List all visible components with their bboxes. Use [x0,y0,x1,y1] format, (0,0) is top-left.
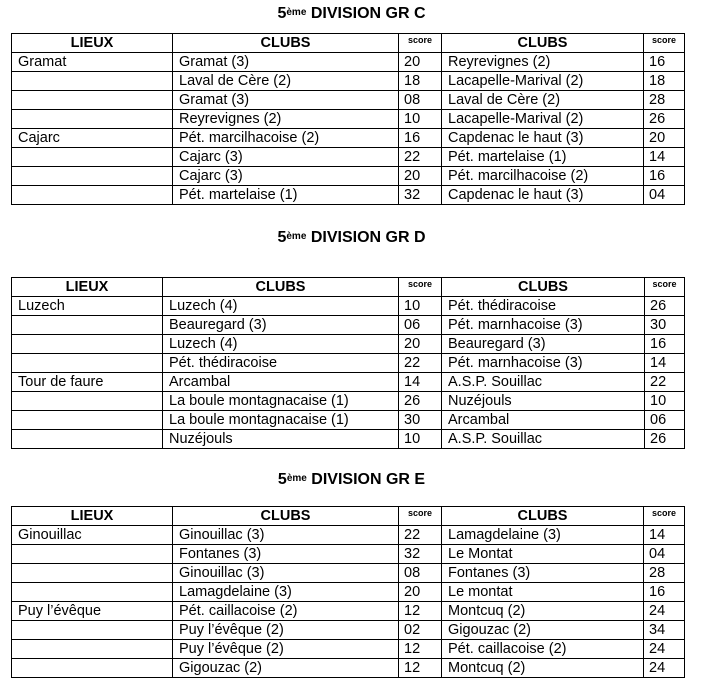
table-row [12,53,685,72]
score-cell: 26 [399,392,442,411]
table-row [12,545,685,564]
score-cell: 12 [399,602,442,621]
lieu-cell: Gramat [12,53,173,72]
score-cell: 30 [399,411,442,430]
club-cell: Gramat (3) [173,91,399,110]
club-cell: Nuzéjouls [163,430,399,449]
club-cell: A.S.P. Souillac [442,430,645,449]
club-cell: Capdenac le haut (3) [442,129,644,148]
score-cell: 20 [399,53,442,72]
table-row [12,659,685,678]
club-cell: Beauregard (3) [442,335,645,354]
club-cell: Pét. caillacoise (2) [442,640,644,659]
club-cell: Pét. marcilhacoise (2) [173,129,399,148]
club-cell: Puy l’évêque (2) [173,640,399,659]
header-clubs: CLUBS [442,34,644,53]
score-cell: 16 [645,335,685,354]
club-cell: Le montat [442,583,644,602]
club-cell: Laval de Cère (2) [442,91,644,110]
club-cell: A.S.P. Souillac [442,373,645,392]
score-cell: 10 [399,110,442,129]
club-cell: Pét. thédiracoise [163,354,399,373]
score-cell: 24 [644,640,685,659]
club-cell: Luzech (4) [163,335,399,354]
lieu-cell [12,392,163,411]
lieu-cell [12,430,163,449]
table-row [12,392,685,411]
score-cell: 12 [399,640,442,659]
club-cell: Arcambal [163,373,399,392]
club-cell: Fontanes (3) [442,564,644,583]
lieu-cell [12,659,173,678]
section-title-e: 5ème DIVISION GR E [277,471,426,488]
lieu-cell [12,167,173,186]
score-cell: 14 [644,526,685,545]
score-cell: 26 [644,110,685,129]
club-cell: Pét. marcilhacoise (2) [442,167,644,186]
club-cell: Nuzéjouls [442,392,645,411]
header-score: score [399,34,442,53]
score-cell: 10 [645,392,685,411]
table-row [12,621,685,640]
score-cell: 22 [399,148,442,167]
lieu-cell [12,316,163,335]
score-cell: 08 [399,564,442,583]
club-cell: Lamagdelaine (3) [173,583,399,602]
lieu-cell [12,564,173,583]
lieu-cell [12,411,163,430]
table-row [12,72,685,91]
club-cell: Beauregard (3) [163,316,399,335]
table-row [12,430,685,449]
club-cell: Ginouillac (3) [173,526,399,545]
club-cell: Ginouillac (3) [173,564,399,583]
header-score: score [399,278,442,297]
header-clubs: CLUBS [173,507,399,526]
club-cell: Reyrevignes (2) [173,110,399,129]
lieu-cell [12,186,173,205]
score-cell: 02 [399,621,442,640]
lieu-cell [12,545,173,564]
table-row [12,411,685,430]
lieu-cell: Cajarc [12,129,173,148]
score-cell: 12 [399,659,442,678]
table-row [12,640,685,659]
section-title-c: 5ème DIVISION GR C [277,5,426,22]
score-cell: 26 [645,430,685,449]
club-cell: Cajarc (3) [173,148,399,167]
lieu-cell: Luzech [12,297,163,316]
score-cell: 06 [399,316,442,335]
lieu-cell: Puy l’évêque [12,602,173,621]
lieu-cell [12,583,173,602]
lieu-cell [12,148,173,167]
score-cell: 22 [399,354,442,373]
score-cell: 32 [399,545,442,564]
club-cell: Gramat (3) [173,53,399,72]
results-table-c [11,33,685,205]
club-cell: Lacapelle-Marival (2) [442,110,644,129]
score-cell: 20 [399,167,442,186]
table-row [12,316,685,335]
table-row [12,148,685,167]
lieu-cell [12,72,173,91]
score-cell: 22 [399,526,442,545]
score-cell: 30 [645,316,685,335]
score-cell: 04 [644,186,685,205]
table-row [12,186,685,205]
score-cell: 26 [645,297,685,316]
score-cell: 06 [645,411,685,430]
score-cell: 14 [644,148,685,167]
score-cell: 04 [644,545,685,564]
club-cell: Pét. thédiracoise [442,297,645,316]
club-cell: Montcuq (2) [442,602,644,621]
table-row [12,354,685,373]
club-cell: La boule montagnacaise (1) [163,392,399,411]
club-cell: Capdenac le haut (3) [442,186,644,205]
lieu-cell [12,354,163,373]
header-score: score [644,34,685,53]
table-row [12,91,685,110]
table-row [12,602,685,621]
club-cell: Reyrevignes (2) [442,53,644,72]
table-row [12,110,685,129]
score-cell: 16 [644,583,685,602]
header-score: score [645,278,685,297]
lieu-cell: Ginouillac [12,526,173,545]
lieu-cell [12,621,173,640]
club-cell: Pét. caillacoise (2) [173,602,399,621]
score-cell: 08 [399,91,442,110]
club-cell: Arcambal [442,411,645,430]
score-cell: 20 [399,583,442,602]
lieu-cell [12,91,173,110]
club-cell: Le Montat [442,545,644,564]
table-row [12,167,685,186]
header-clubs: CLUBS [442,507,644,526]
club-cell: Pét. martelaise (1) [173,186,399,205]
score-cell: 14 [399,373,442,392]
score-cell: 14 [645,354,685,373]
score-cell: 28 [644,91,685,110]
table-header-row [12,507,685,526]
table-header-row [12,278,685,297]
header-lieux: LIEUX [12,278,163,297]
club-cell: Pét. marnhacoise (3) [442,354,645,373]
section-title-d: 5ème DIVISION GR D [277,229,426,246]
results-table-e [11,506,685,678]
club-cell: Montcuq (2) [442,659,644,678]
results-table-d [11,277,685,449]
header-score: score [644,507,685,526]
header-clubs: CLUBS [442,278,645,297]
club-cell: Laval de Cère (2) [173,72,399,91]
table-row [12,373,685,392]
club-cell: Fontanes (3) [173,545,399,564]
score-cell: 24 [644,659,685,678]
score-cell: 10 [399,430,442,449]
club-cell: Puy l’évêque (2) [173,621,399,640]
table-row [12,335,685,354]
lieu-cell [12,640,173,659]
score-cell: 24 [644,602,685,621]
header-lieux: LIEUX [12,34,173,53]
club-cell: Gigouzac (2) [173,659,399,678]
table-row [12,564,685,583]
score-cell: 16 [644,167,685,186]
score-cell: 34 [644,621,685,640]
table-row [12,526,685,545]
club-cell: Gigouzac (2) [442,621,644,640]
score-cell: 16 [644,53,685,72]
score-cell: 18 [644,72,685,91]
lieu-cell [12,110,173,129]
club-cell: Lamagdelaine (3) [442,526,644,545]
club-cell: Pét. martelaise (1) [442,148,644,167]
header-clubs: CLUBS [163,278,399,297]
score-cell: 32 [399,186,442,205]
table-row [12,129,685,148]
score-cell: 28 [644,564,685,583]
header-clubs: CLUBS [173,34,399,53]
score-cell: 22 [645,373,685,392]
club-cell: La boule montagnacaise (1) [163,411,399,430]
lieu-cell: Tour de faure [12,373,163,392]
club-cell: Cajarc (3) [173,167,399,186]
table-row [12,297,685,316]
score-cell: 16 [399,129,442,148]
club-cell: Pét. marnhacoise (3) [442,316,645,335]
table-header-row [12,34,685,53]
score-cell: 10 [399,297,442,316]
club-cell: Luzech (4) [163,297,399,316]
header-lieux: LIEUX [12,507,173,526]
club-cell: Lacapelle-Marival (2) [442,72,644,91]
score-cell: 20 [644,129,685,148]
score-cell: 20 [399,335,442,354]
header-score: score [399,507,442,526]
lieu-cell [12,335,163,354]
table-row [12,583,685,602]
score-cell: 18 [399,72,442,91]
